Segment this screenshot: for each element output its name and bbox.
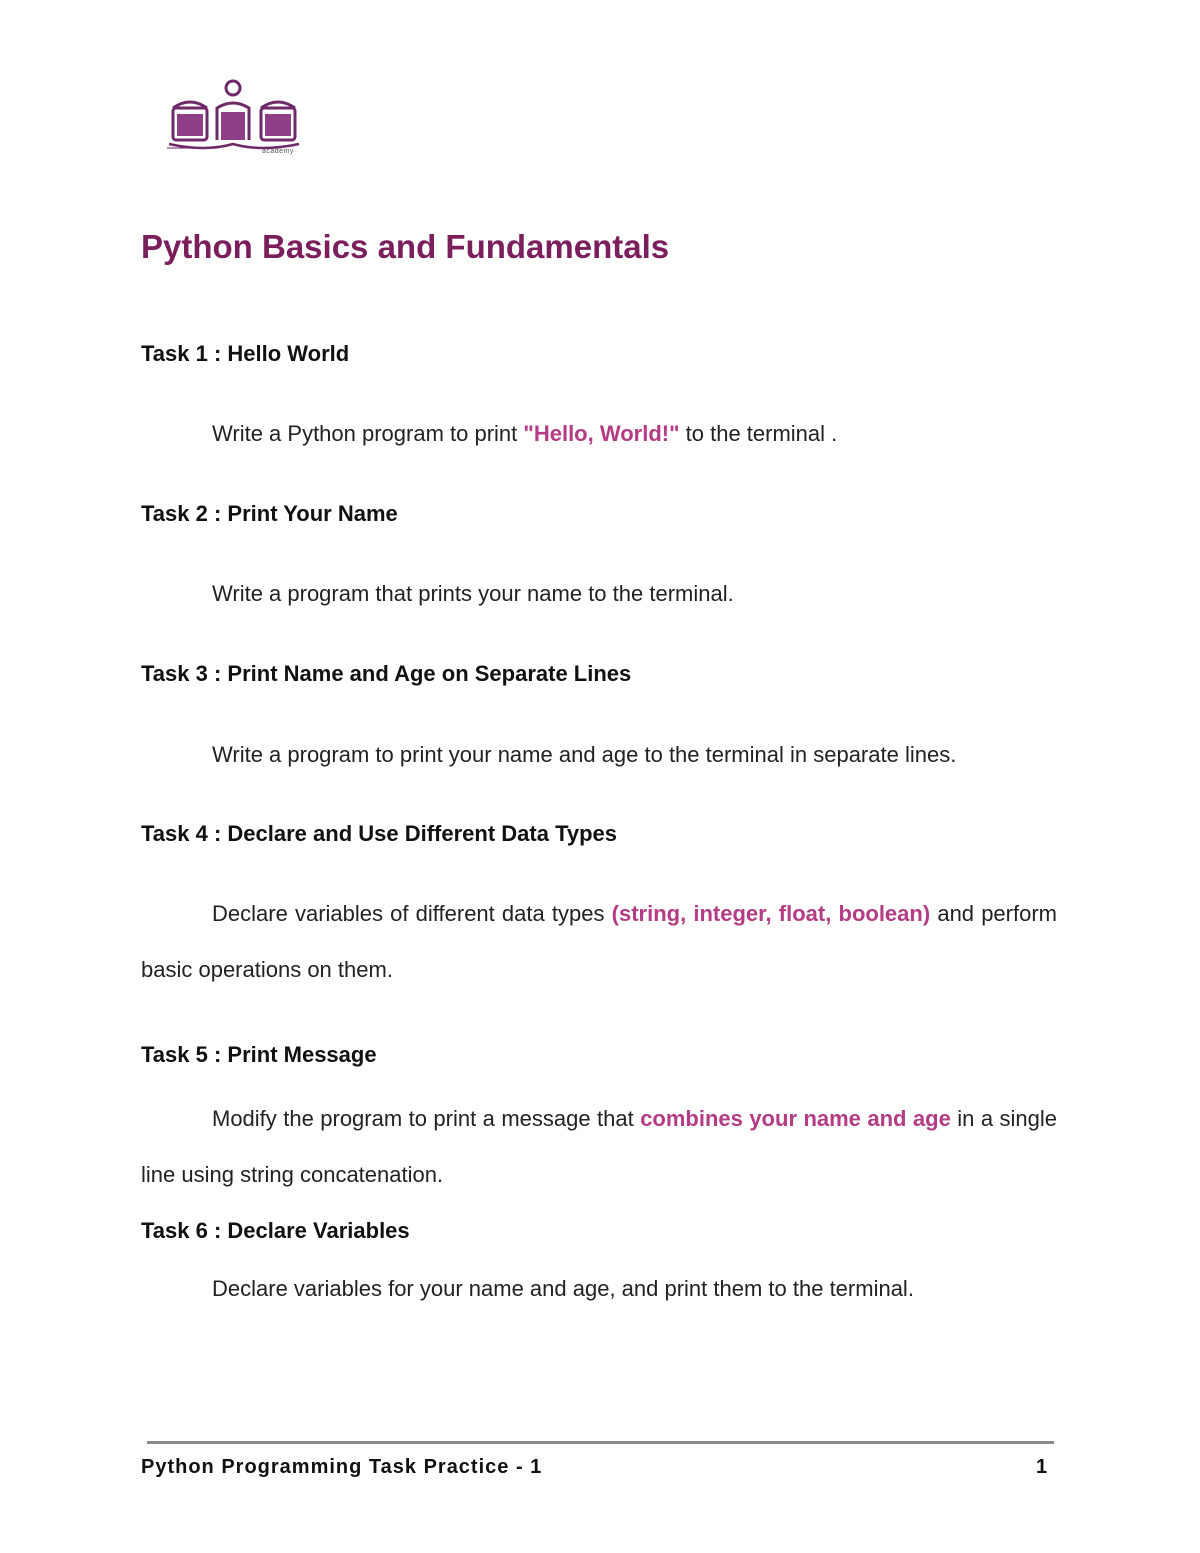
- task-4-highlight: (string, integer, float, boolean): [611, 901, 931, 926]
- task-4-title: Task 4 : Declare and Use Different Data Types: [141, 821, 618, 846]
- task-1-highlight: "Hello, World!": [523, 421, 680, 446]
- task-1-body: Write a Python program to print "Hello, World!" to the terminal .: [212, 421, 838, 446]
- logo-caption: academy: [262, 148, 294, 155]
- task-6-title: Task 6 : Declare Variables: [141, 1218, 410, 1243]
- task-4-body: Declare variables of different data types (string, integer, float, boolean) and perform basic operations on them.: [141, 901, 1057, 982]
- task-6-body: Declare variables for your name and age, and print them to the terminal.: [212, 1276, 914, 1301]
- footer-doc-title: Python Programming Task Practice - 1: [141, 1456, 543, 1478]
- task-5-title: Task 5 : Print Message: [141, 1042, 377, 1067]
- page-title: Python Basics and Fundamentals: [141, 228, 670, 265]
- task-5-body: Modify the program to print a message that combines your name and age in a single line using string concatenation.: [141, 1106, 1057, 1187]
- task-5-highlight: combines your name and age: [640, 1106, 951, 1131]
- task-2-body: Write a program that prints your name to the terminal.: [212, 581, 734, 606]
- task-3-body: Write a program to print your name and age to the terminal in separate lines.: [212, 742, 957, 767]
- task-3-title: Task 3 : Print Name and Age on Separate Lines: [141, 661, 632, 686]
- task-2-title: Task 2 : Print Your Name: [141, 501, 398, 526]
- task-1-title: Task 1 : Hello World: [141, 341, 350, 366]
- page-number: 1: [1036, 1456, 1048, 1478]
- footer-divider: [147, 1441, 1054, 1444]
